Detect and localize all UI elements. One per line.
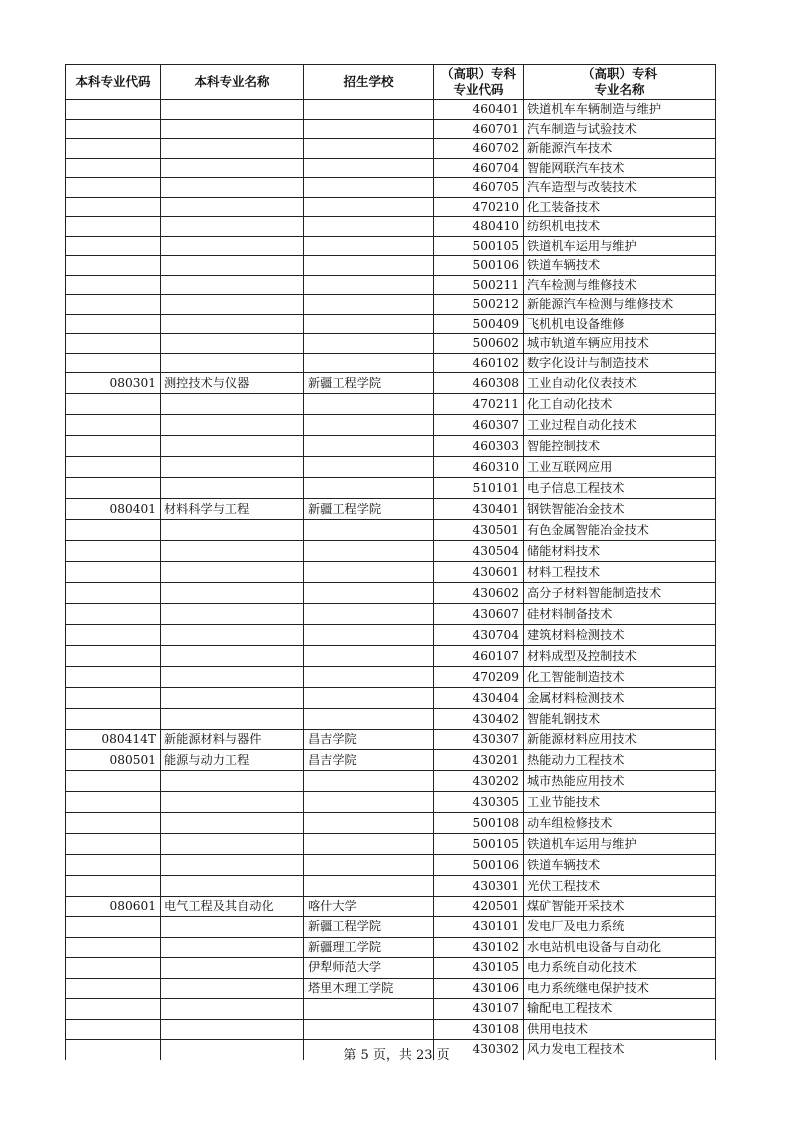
table-row	[66, 896, 716, 917]
school-cell: 喀什大学	[304, 896, 434, 917]
vocational-code-cell: 500212	[434, 295, 524, 315]
school-cell	[304, 119, 434, 139]
undergrad-code-cell	[66, 541, 161, 562]
undergrad-code-cell: 080301	[66, 373, 161, 394]
school-cell: 新疆工程学院	[304, 917, 434, 938]
vocational-code-cell: 430101	[434, 917, 524, 938]
table-row	[66, 217, 716, 237]
undergrad-code-cell	[66, 562, 161, 583]
undergrad-code-cell	[66, 1019, 161, 1040]
undergrad-name-cell	[161, 178, 304, 198]
vocational-code-cell: 470210	[434, 197, 524, 217]
school-cell	[304, 625, 434, 646]
vocational-name-cell: 城市热能应用技术	[524, 770, 716, 791]
school-cell	[304, 541, 434, 562]
undergrad-code-cell	[66, 457, 161, 478]
vocational-name-cell: 热能动力工程技术	[524, 749, 716, 770]
undergrad-code-cell	[66, 178, 161, 198]
vocational-name-cell: 有色金属智能冶金技术	[524, 520, 716, 541]
vocational-name-cell: 工业节能技术	[524, 791, 716, 812]
vocational-code-cell: 430201	[434, 749, 524, 770]
table-row	[66, 275, 716, 295]
vocational-code-cell: 430106	[434, 978, 524, 999]
undergrad-code-cell	[66, 604, 161, 625]
table-row	[66, 158, 716, 178]
undergrad-code-cell	[66, 197, 161, 217]
undergrad-name-cell	[161, 833, 304, 854]
undergrad-name-cell	[161, 119, 304, 139]
school-cell: 新疆理工学院	[304, 937, 434, 958]
school-cell	[304, 875, 434, 896]
school-cell	[304, 999, 434, 1020]
undergrad-name-cell: 材料科学与工程	[161, 499, 304, 520]
vocational-code-cell: 430401	[434, 499, 524, 520]
vocational-name-cell: 风力发电工程技术	[524, 1040, 716, 1060]
vocational-name-cell: 新能源汽车检测与维修技术	[524, 295, 716, 315]
undergrad-name-cell	[161, 275, 304, 295]
undergrad-code-cell	[66, 937, 161, 958]
vocational-code-cell: 460307	[434, 415, 524, 436]
undergrad-name-cell	[161, 875, 304, 896]
vocational-code-cell: 430602	[434, 583, 524, 604]
table-row	[66, 236, 716, 256]
school-cell	[304, 812, 434, 833]
vocational-name-cell: 输配电工程技术	[524, 999, 716, 1020]
major-group	[66, 896, 716, 1060]
table-row	[66, 770, 716, 791]
undergrad-name-cell	[161, 646, 304, 667]
vocational-name-cell: 飞机机电设备维修	[524, 314, 716, 334]
vocational-code-cell: 500211	[434, 275, 524, 295]
undergrad-code-cell	[66, 119, 161, 139]
school-cell	[304, 478, 434, 499]
vocational-code-cell: 430307	[434, 730, 524, 750]
undergrad-code-cell	[66, 100, 161, 120]
undergrad-name-cell: 电气工程及其自动化	[161, 896, 304, 917]
vocational-name-cell: 储能材料技术	[524, 541, 716, 562]
undergrad-name-cell	[161, 415, 304, 436]
school-cell: 塔里木理工学院	[304, 978, 434, 999]
table-row	[66, 334, 716, 354]
undergrad-name-cell	[161, 158, 304, 178]
major-group	[66, 373, 716, 499]
major-table-sheet	[65, 64, 715, 1060]
table-row	[66, 709, 716, 730]
vocational-name-cell: 金属材料检测技术	[524, 688, 716, 709]
vocational-name-cell: 新能源材料应用技术	[524, 730, 716, 750]
undergrad-name-cell	[161, 314, 304, 334]
vocational-code-cell: 500108	[434, 812, 524, 833]
vocational-name-cell: 材料工程技术	[524, 562, 716, 583]
undergrad-code-cell	[66, 583, 161, 604]
undergrad-code-cell	[66, 999, 161, 1020]
school-cell	[304, 583, 434, 604]
undergrad-code-cell	[66, 833, 161, 854]
school-cell	[304, 353, 434, 373]
school-cell: 昌吉学院	[304, 730, 434, 750]
vocational-code-cell: 460310	[434, 457, 524, 478]
table-row	[66, 353, 716, 373]
vocational-code-cell: 480410	[434, 217, 524, 237]
vocational-name-cell: 供用电技术	[524, 1019, 716, 1040]
undergrad-name-cell	[161, 520, 304, 541]
vocational-code-cell: 460701	[434, 119, 524, 139]
table-row	[66, 1019, 716, 1040]
undergrad-name-cell	[161, 978, 304, 999]
undergrad-code-cell	[66, 625, 161, 646]
vocational-name-cell: 工业过程自动化技术	[524, 415, 716, 436]
vocational-name-cell: 电力系统自动化技术	[524, 958, 716, 979]
school-cell	[304, 667, 434, 688]
table-row	[66, 812, 716, 833]
undergrad-name-cell	[161, 854, 304, 875]
undergrad-code-cell	[66, 646, 161, 667]
vocational-code-cell: 430607	[434, 604, 524, 625]
school-cell	[304, 256, 434, 276]
vocational-code-cell: 430501	[434, 520, 524, 541]
school-cell	[304, 457, 434, 478]
school-cell	[304, 236, 434, 256]
school-cell	[304, 604, 434, 625]
undergrad-code-cell	[66, 917, 161, 938]
vocational-code-cell: 460308	[434, 373, 524, 394]
undergrad-name-cell	[161, 917, 304, 938]
vocational-name-cell: 智能控制技术	[524, 436, 716, 457]
table-header	[66, 65, 716, 100]
school-cell	[304, 158, 434, 178]
school-cell: 昌吉学院	[304, 749, 434, 770]
header-vocational-code: （高职）专科 专业代码	[434, 65, 524, 100]
undergrad-name-cell	[161, 353, 304, 373]
school-cell	[304, 275, 434, 295]
school-cell	[304, 520, 434, 541]
undergrad-code-cell: 080501	[66, 749, 161, 770]
school-cell	[304, 833, 434, 854]
undergrad-name-cell	[161, 197, 304, 217]
vocational-code-cell: 430504	[434, 541, 524, 562]
table-row	[66, 394, 716, 415]
undergrad-code-cell	[66, 875, 161, 896]
undergrad-code-cell	[66, 854, 161, 875]
table-row	[66, 854, 716, 875]
table-row	[66, 688, 716, 709]
page-footer: 第 5 页，共 23 页	[343, 1048, 450, 1063]
major-group	[66, 100, 716, 373]
school-cell: 新疆工程学院	[304, 373, 434, 394]
table-row	[66, 730, 716, 750]
school-cell	[304, 197, 434, 217]
vocational-code-cell: 500105	[434, 833, 524, 854]
table-row	[66, 520, 716, 541]
school-cell	[304, 688, 434, 709]
vocational-name-cell: 汽车造型与改装技术	[524, 178, 716, 198]
table-row	[66, 958, 716, 979]
undergrad-name-cell	[161, 217, 304, 237]
vocational-name-cell: 铁道机车运用与维护	[524, 833, 716, 854]
vocational-name-cell: 电子信息工程技术	[524, 478, 716, 499]
undergrad-name-cell	[161, 236, 304, 256]
undergrad-name-cell: 新能源材料与器件	[161, 730, 304, 750]
vocational-name-cell: 新能源汽车技术	[524, 139, 716, 159]
table-row	[66, 499, 716, 520]
vocational-name-cell: 发电厂及电力系统	[524, 917, 716, 938]
undergrad-code-cell	[66, 295, 161, 315]
undergrad-name-cell	[161, 295, 304, 315]
school-cell: 伊犁师范大学	[304, 958, 434, 979]
undergrad-name-cell	[161, 139, 304, 159]
school-cell	[304, 1019, 434, 1040]
table-row	[66, 178, 716, 198]
table-row	[66, 999, 716, 1020]
undergrad-code-cell	[66, 436, 161, 457]
vocational-code-cell: 510101	[434, 478, 524, 499]
vocational-code-cell: 430102	[434, 937, 524, 958]
undergrad-name-cell	[161, 100, 304, 120]
undergrad-name-cell	[161, 958, 304, 979]
undergrad-code-cell	[66, 958, 161, 979]
school-cell	[304, 295, 434, 315]
vocational-code-cell: 460401	[434, 100, 524, 120]
school-cell	[304, 217, 434, 237]
undergrad-code-cell	[66, 415, 161, 436]
school-cell	[304, 394, 434, 415]
vocational-code-cell: 500106	[434, 256, 524, 276]
major-group	[66, 749, 716, 896]
undergrad-name-cell	[161, 812, 304, 833]
school-cell	[304, 770, 434, 791]
table-row	[66, 256, 716, 276]
undergrad-name-cell	[161, 688, 304, 709]
vocational-code-cell: 430305	[434, 791, 524, 812]
vocational-name-cell: 煤矿智能开采技术	[524, 896, 716, 917]
vocational-name-cell: 化工自动化技术	[524, 394, 716, 415]
undergrad-code-cell	[66, 978, 161, 999]
vocational-code-cell: 430704	[434, 625, 524, 646]
undergrad-name-cell	[161, 334, 304, 354]
vocational-code-cell: 420501	[434, 896, 524, 917]
vocational-name-cell: 电力系统继电保护技术	[524, 978, 716, 999]
vocational-code-cell: 460702	[434, 139, 524, 159]
vocational-name-cell: 纺织机电技术	[524, 217, 716, 237]
table-row	[66, 833, 716, 854]
vocational-code-cell: 430202	[434, 770, 524, 791]
school-cell	[304, 415, 434, 436]
undergrad-code-cell	[66, 770, 161, 791]
undergrad-name-cell	[161, 770, 304, 791]
major-group	[66, 730, 716, 750]
vocational-code-cell: 430404	[434, 688, 524, 709]
undergrad-code-cell	[66, 709, 161, 730]
school-cell	[304, 562, 434, 583]
vocational-code-cell: 470209	[434, 667, 524, 688]
header-school: 招生学校	[304, 65, 434, 100]
vocational-name-cell: 材料成型及控制技术	[524, 646, 716, 667]
vocational-code-cell: 500106	[434, 854, 524, 875]
table-row	[66, 197, 716, 217]
vocational-name-cell: 汽车制造与试验技术	[524, 119, 716, 139]
table-row	[66, 541, 716, 562]
header-vocational-name: （高职）专科 专业名称	[524, 65, 716, 100]
undergrad-name-cell	[161, 999, 304, 1020]
undergrad-name-cell	[161, 541, 304, 562]
vocational-name-cell: 硅材料制备技术	[524, 604, 716, 625]
table-row	[66, 978, 716, 999]
school-cell	[304, 791, 434, 812]
undergrad-name-cell	[161, 604, 304, 625]
school-cell	[304, 314, 434, 334]
vocational-name-cell: 钢铁智能冶金技术	[524, 499, 716, 520]
undergrad-code-cell: 080414T	[66, 730, 161, 750]
table-row	[66, 295, 716, 315]
table-row	[66, 373, 716, 394]
undergrad-code-cell	[66, 394, 161, 415]
vocational-code-cell: 460303	[434, 436, 524, 457]
vocational-code-cell: 470211	[434, 394, 524, 415]
table-row	[66, 646, 716, 667]
vocational-code-cell: 430302	[434, 1040, 524, 1060]
table-row	[66, 583, 716, 604]
vocational-code-cell: 500602	[434, 334, 524, 354]
vocational-code-cell: 500105	[434, 236, 524, 256]
vocational-name-cell: 铁道机车车辆制造与维护	[524, 100, 716, 120]
undergrad-name-cell	[161, 791, 304, 812]
vocational-name-cell: 工业互联网应用	[524, 457, 716, 478]
vocational-name-cell: 光伏工程技术	[524, 875, 716, 896]
undergrad-name-cell	[161, 478, 304, 499]
table-row	[66, 875, 716, 896]
vocational-code-cell: 430107	[434, 999, 524, 1020]
vocational-name-cell: 建筑材料检测技术	[524, 625, 716, 646]
undergrad-code-cell	[66, 158, 161, 178]
school-cell	[304, 139, 434, 159]
school-cell: 新疆工程学院	[304, 499, 434, 520]
vocational-name-cell: 动车组检修技术	[524, 812, 716, 833]
undergrad-name-cell	[161, 667, 304, 688]
table-row	[66, 749, 716, 770]
undergrad-name-cell: 能源与动力工程	[161, 749, 304, 770]
major-catalog-table	[65, 64, 716, 1060]
undergrad-name-cell	[161, 562, 304, 583]
school-cell	[304, 709, 434, 730]
undergrad-name-cell	[161, 583, 304, 604]
vocational-code-cell: 500409	[434, 314, 524, 334]
school-cell	[304, 854, 434, 875]
table-row	[66, 119, 716, 139]
undergrad-name-cell	[161, 256, 304, 276]
undergrad-name-cell	[161, 457, 304, 478]
vocational-name-cell: 化工智能制造技术	[524, 667, 716, 688]
school-cell	[304, 100, 434, 120]
vocational-code-cell: 430601	[434, 562, 524, 583]
vocational-name-cell: 铁道机车运用与维护	[524, 236, 716, 256]
header-undergrad-name: 本科专业名称	[161, 65, 304, 100]
vocational-code-cell: 460107	[434, 646, 524, 667]
school-cell	[304, 436, 434, 457]
table-row	[66, 436, 716, 457]
vocational-code-cell: 430402	[434, 709, 524, 730]
vocational-name-cell: 汽车检测与维修技术	[524, 275, 716, 295]
undergrad-code-cell	[66, 217, 161, 237]
table-row	[66, 625, 716, 646]
vocational-code-cell: 430108	[434, 1019, 524, 1040]
undergrad-code-cell	[66, 812, 161, 833]
undergrad-code-cell	[66, 791, 161, 812]
vocational-code-cell: 460704	[434, 158, 524, 178]
table-row	[66, 100, 716, 120]
undergrad-name-cell	[161, 394, 304, 415]
vocational-name-cell: 智能网联汽车技术	[524, 158, 716, 178]
table-row	[66, 314, 716, 334]
vocational-name-cell: 城市轨道车辆应用技术	[524, 334, 716, 354]
undergrad-code-cell	[66, 139, 161, 159]
undergrad-name-cell	[161, 625, 304, 646]
undergrad-code-cell	[66, 520, 161, 541]
undergrad-code-cell	[66, 667, 161, 688]
vocational-name-cell: 智能轧钢技术	[524, 709, 716, 730]
table-row	[66, 937, 716, 958]
undergrad-code-cell	[66, 478, 161, 499]
school-cell	[304, 646, 434, 667]
vocational-name-cell: 高分子材料智能制造技术	[524, 583, 716, 604]
undergrad-code-cell	[66, 314, 161, 334]
table-row	[66, 457, 716, 478]
undergrad-code-cell: 080601	[66, 896, 161, 917]
undergrad-code-cell	[66, 334, 161, 354]
vocational-code-cell: 460705	[434, 178, 524, 198]
undergrad-code-cell	[66, 256, 161, 276]
table-row	[66, 478, 716, 499]
table-row	[66, 667, 716, 688]
vocational-code-cell: 430301	[434, 875, 524, 896]
vocational-name-cell: 水电站机电设备与自动化	[524, 937, 716, 958]
undergrad-code-cell: 080401	[66, 499, 161, 520]
undergrad-name-cell	[161, 709, 304, 730]
table-row	[66, 917, 716, 938]
vocational-name-cell: 数字化设计与制造技术	[524, 353, 716, 373]
undergrad-code-cell	[66, 236, 161, 256]
vocational-name-cell: 铁道车辆技术	[524, 256, 716, 276]
vocational-code-cell: 430105	[434, 958, 524, 979]
undergrad-code-cell	[66, 275, 161, 295]
vocational-name-cell: 工业自动化仪表技术	[524, 373, 716, 394]
undergrad-code-cell	[66, 688, 161, 709]
vocational-name-cell: 化工装备技术	[524, 197, 716, 217]
vocational-code-cell: 460102	[434, 353, 524, 373]
table-row	[66, 562, 716, 583]
undergrad-name-cell	[161, 1019, 304, 1040]
vocational-name-cell: 铁道车辆技术	[524, 854, 716, 875]
undergrad-code-cell	[66, 353, 161, 373]
school-cell	[304, 334, 434, 354]
table-row	[66, 139, 716, 159]
table-row	[66, 791, 716, 812]
major-group	[66, 499, 716, 730]
undergrad-name-cell: 测控技术与仪器	[161, 373, 304, 394]
school-cell	[304, 178, 434, 198]
header-undergrad-code: 本科专业代码	[66, 65, 161, 100]
undergrad-name-cell	[161, 937, 304, 958]
undergrad-name-cell	[161, 436, 304, 457]
table-row	[66, 415, 716, 436]
table-row	[66, 604, 716, 625]
